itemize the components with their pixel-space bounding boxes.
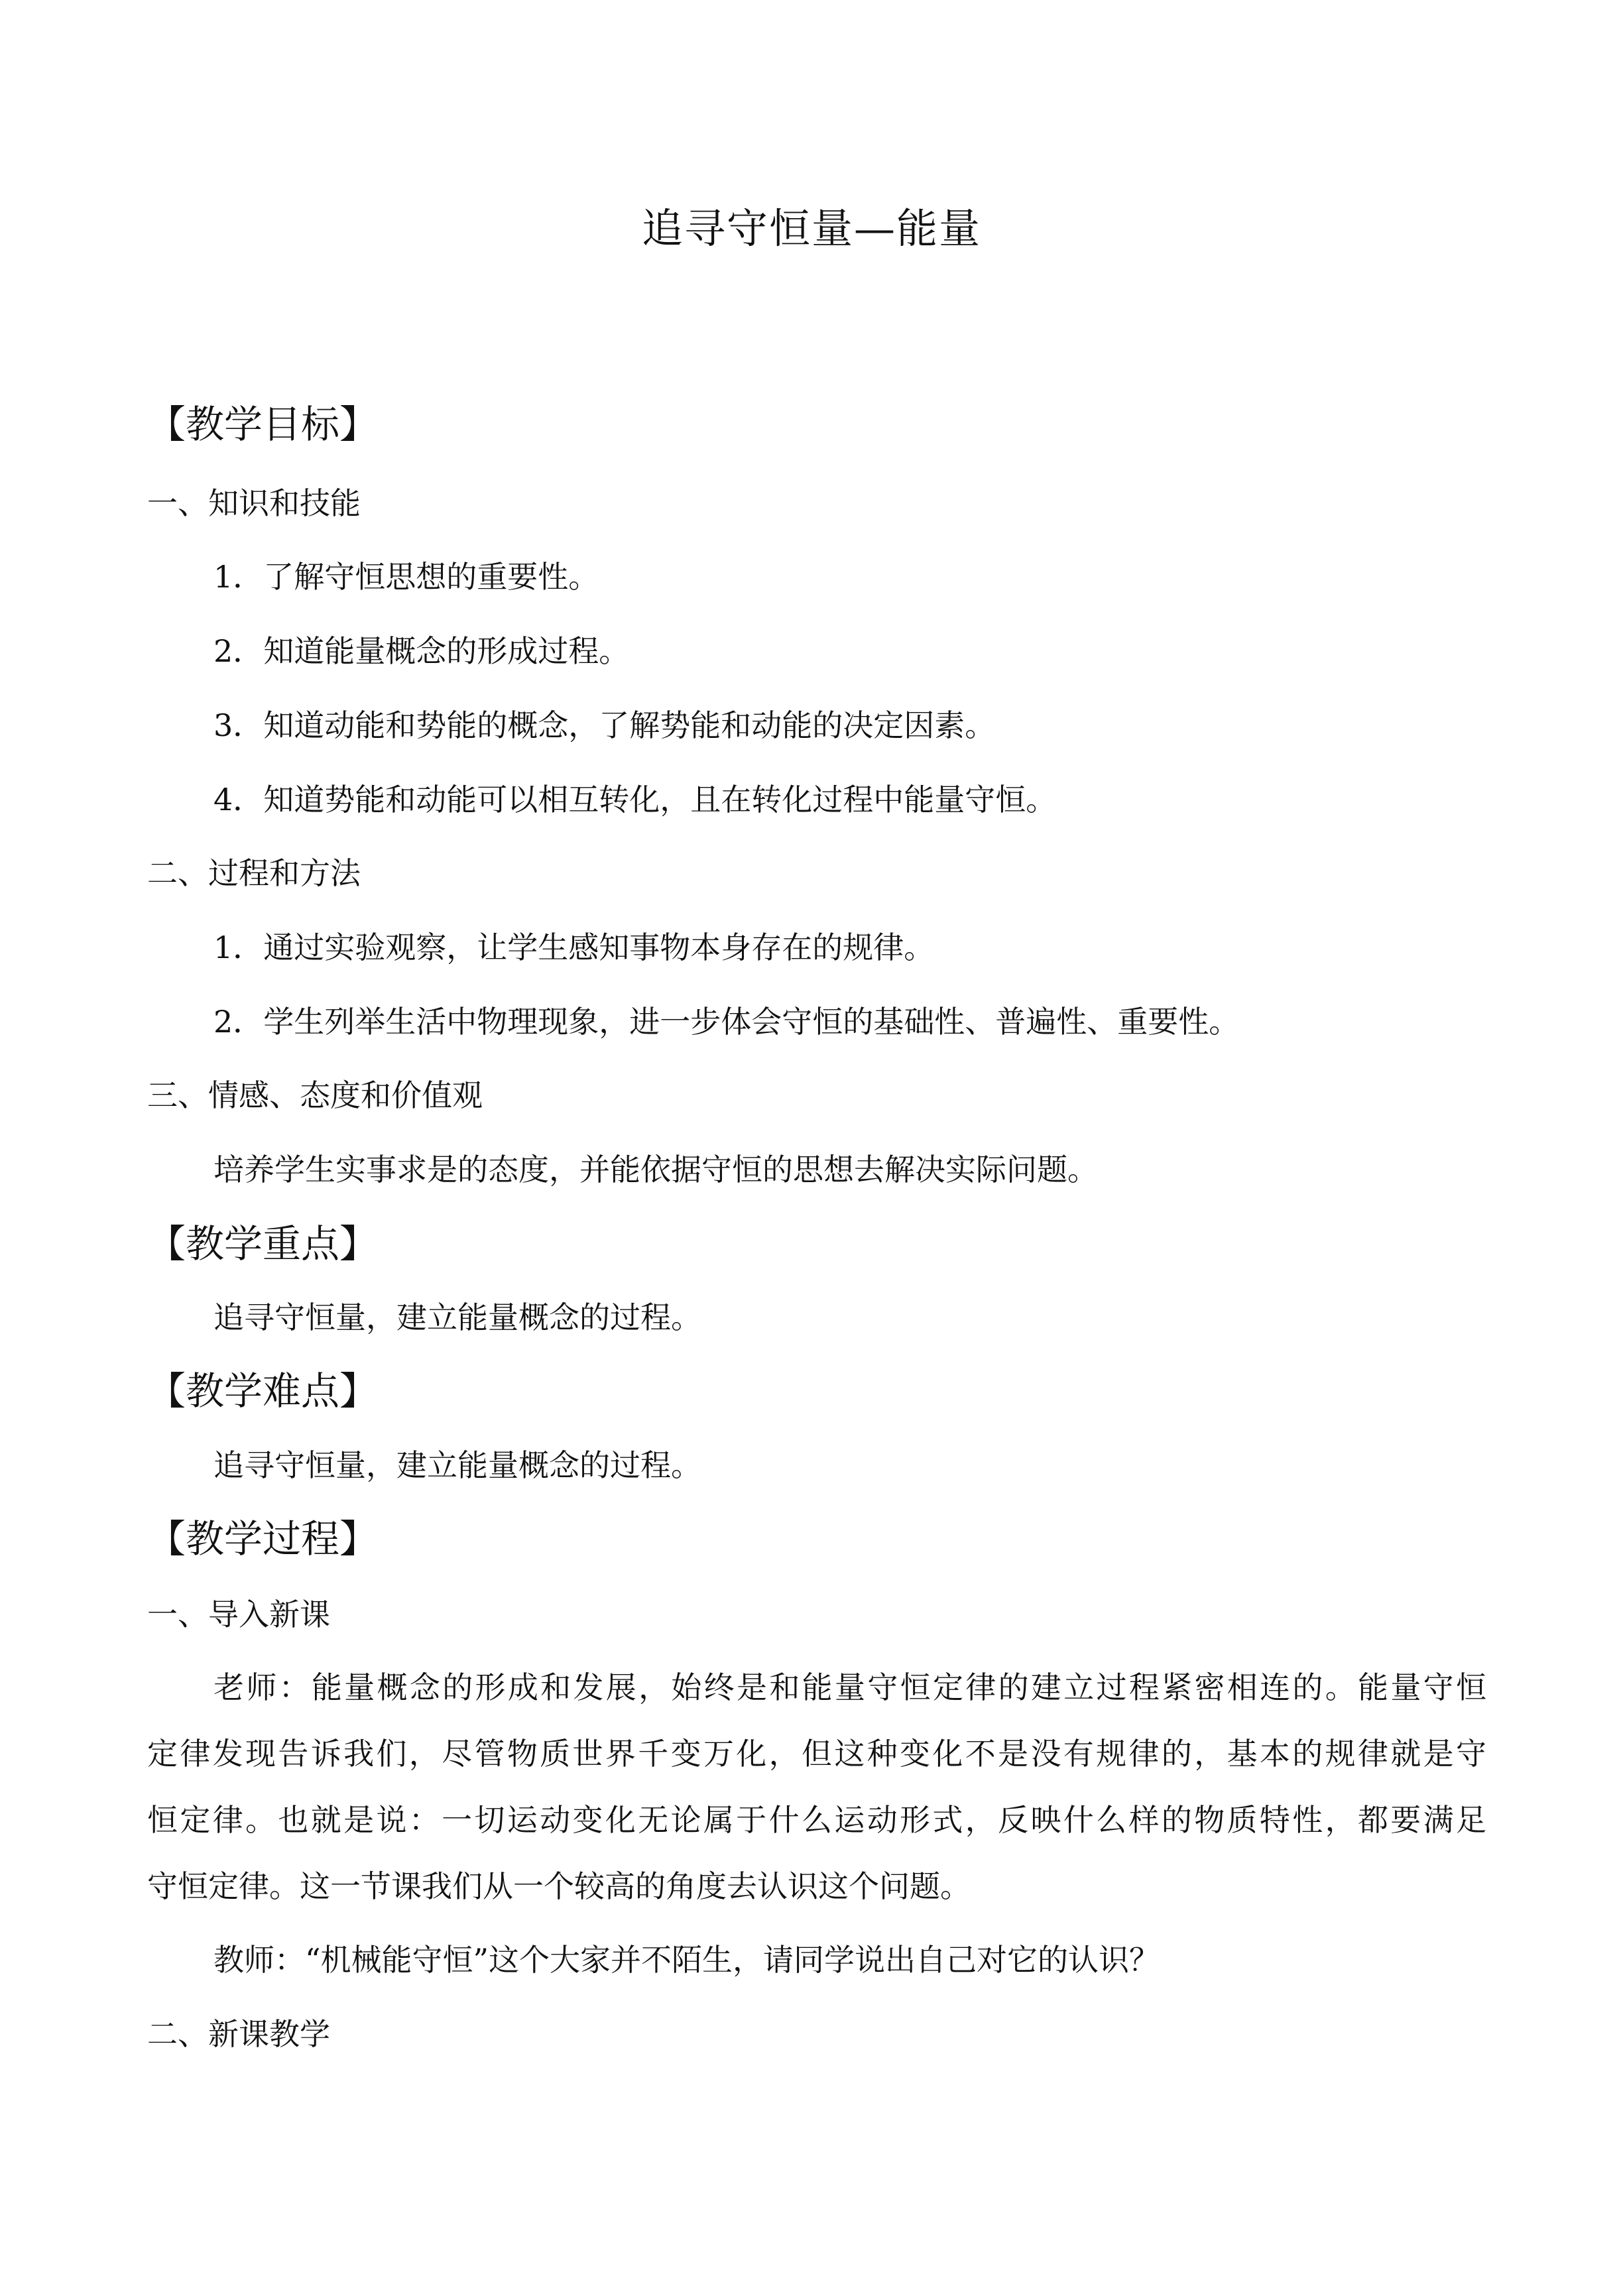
subheading-emotion-values: 三、情感、态度和价值观	[147, 1077, 483, 1113]
heading-key-points: 【教学重点】	[147, 1221, 379, 1266]
list-item: 2．知道能量概念的形成过程。	[213, 633, 630, 669]
subheading-new-lesson: 二、新课教学	[147, 2016, 330, 2052]
list-item: 1．了解守恒思想的重要性。	[213, 559, 599, 595]
subheading-knowledge-skills: 一、知识和技能	[147, 485, 361, 521]
heading-teaching-process: 【教学过程】	[147, 1516, 379, 1561]
heading-teaching-goals: 【教学目标】	[147, 402, 379, 447]
paragraph: 追寻守恒量，建立能量概念的过程。	[213, 1447, 701, 1483]
paragraph: 教师：“机械能守恒”这个大家并不陌生，请同学说出自己对它的认识？	[213, 1942, 1160, 1978]
list-item: 4．知道势能和动能可以相互转化，且在转化过程中能量守恒。	[213, 782, 1057, 817]
list-item: 1．通过实验观察，让学生感知事物本身存在的规律。	[213, 930, 935, 965]
paragraph-line: 恒定律。也就是说：一切运动变化无论属于什么运动形式，反映什么样的物质特性，都要满足	[147, 1802, 1486, 1838]
document-title: 追寻守恒量—能量	[641, 204, 981, 253]
paragraph-line: 老师：能量概念的形成和发展，始终是和能量守恒定律的建立过程紧密相连的。能量守恒	[213, 1669, 1486, 1705]
list-item: 2．学生列举生活中物理现象，进一步体会守恒的基础性、普遍性、重要性。	[213, 1004, 1240, 1040]
list-item: 3．知道动能和势能的概念，了解势能和动能的决定因素。	[213, 707, 996, 743]
paragraph: 追寻守恒量，建立能量概念的过程。	[213, 1299, 701, 1335]
paragraph: 培养学生实事求是的态度，并能依据守恒的思想去解决实际问题。	[213, 1152, 1098, 1187]
subheading-introduction: 一、导入新课	[147, 1597, 330, 1632]
paragraph-line: 守恒定律。这一节课我们从一个较高的角度去认识这个问题。	[147, 1868, 971, 1904]
subheading-process-methods: 二、过程和方法	[147, 855, 361, 891]
paragraph-line: 定律发现告诉我们，尽管物质世界千变万化，但这种变化不是没有规律的，基本的规律就是守	[147, 1736, 1486, 1772]
heading-difficulties: 【教学难点】	[147, 1368, 379, 1414]
